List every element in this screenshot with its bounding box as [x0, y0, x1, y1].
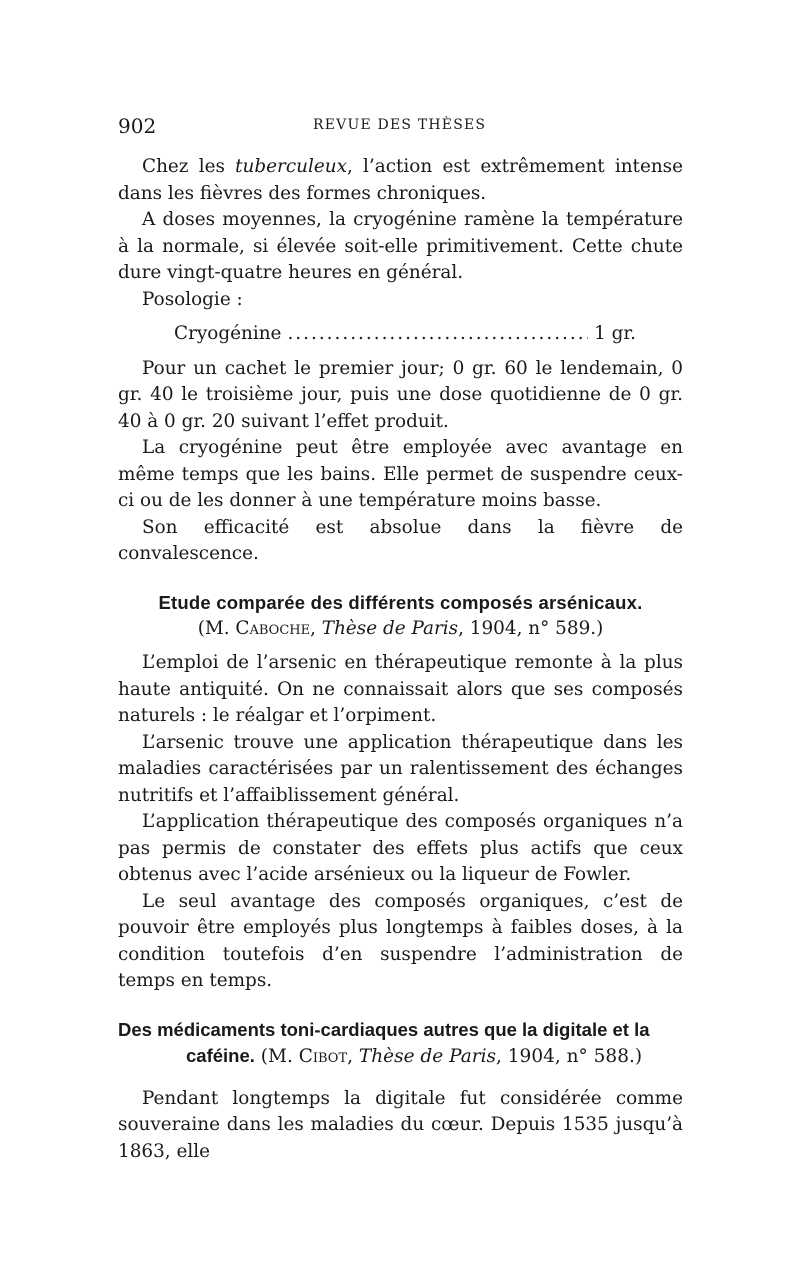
paragraph: Pour un cachet le premier jour; 0 gr. 60 le lendemain, 0 gr. 40 le troisième jour, puis une dose quotidienne de 0 gr. 40 à 0 gr. 20 suivant l’effet produit. [118, 357, 683, 432]
thesis-citation: (M. Cibot, Thèse de Paris, 1904, n° 588.) [254, 1045, 643, 1067]
paragraph: Pendant longtemps la digitale fut considérée comme souveraine dans les maladies du cœur. Depuis 1535 jusqu’à 1863, elle [118, 1087, 683, 1162]
paragraph: Le seul avantage des composés organiques, c’est de pouvoir être employés plus longtemps à faibles doses, à la condition toutefois d’en suspendre l’administration de temps en temps. [118, 890, 683, 991]
page-header [118, 114, 683, 138]
running-title: REVUE DES THÈSES [313, 117, 487, 133]
page-body [118, 154, 683, 1165]
paragraph: L’emploi de l’arsenic en thérapeutique remonte à la plus haute antiquité. On ne connaissait alors que ses composés naturels : le réalgar et l’orpiment. [118, 652, 683, 726]
italic-term: tuberculeux [235, 156, 347, 177]
paragraph: L’application thérapeutique des composés organiques n’a pas permis de constater des effets plus actifs que ceux obtenus avec l’acide arsénieux ou la liqueur de Fowler. [118, 811, 683, 885]
thesis-citation: (M. Caboche, Thèse de Paris, 1904, n° 589.) [197, 617, 604, 639]
paragraph: Chez les tuberculeux, l’action est extrêmement intense dans les fièvres des formes chroniques. [118, 156, 683, 204]
paragraph: L’arsenic trouve une application thérapeutique dans les maladies caractérisées par un ralentissement des échanges nutritifs et l’affaiblissement général. [118, 731, 683, 806]
paragraph: Posologie : [142, 288, 243, 310]
dosage-line [174, 321, 636, 348]
section-heading: Des médicaments toni-cardiaques autres que la digitale et la caféine. (M. Cibot, Thèse de Paris, 1904, n° 588.) [118, 1017, 683, 1070]
section-heading: Etude comparée des différents composés arsénicaux. [158, 591, 643, 613]
paragraph: Son efficacité est absolue dans la fièvre de convalescence. [118, 516, 683, 564]
heading-continuation: caféine. (M. Cibot, Thèse de Paris, 1904, n° 588.) [186, 1044, 643, 1067]
leader-dots [287, 321, 588, 348]
paragraph: La cryogénine peut être employée avec avantage en même temps que les bains. Elle permet de suspendre ceux-ci ou de les donner à une température moins basse. [118, 437, 683, 511]
drug-dose: 1 gr. [594, 323, 636, 344]
paragraph: A doses moyennes, la cryogénine ramène la température à la normale, si élevée soit-elle primitivement. Cette chute dure vingt-quatre heures en général. [118, 209, 683, 283]
drug-name: Cryogénine [174, 323, 282, 344]
page-number: 902 [118, 114, 157, 138]
